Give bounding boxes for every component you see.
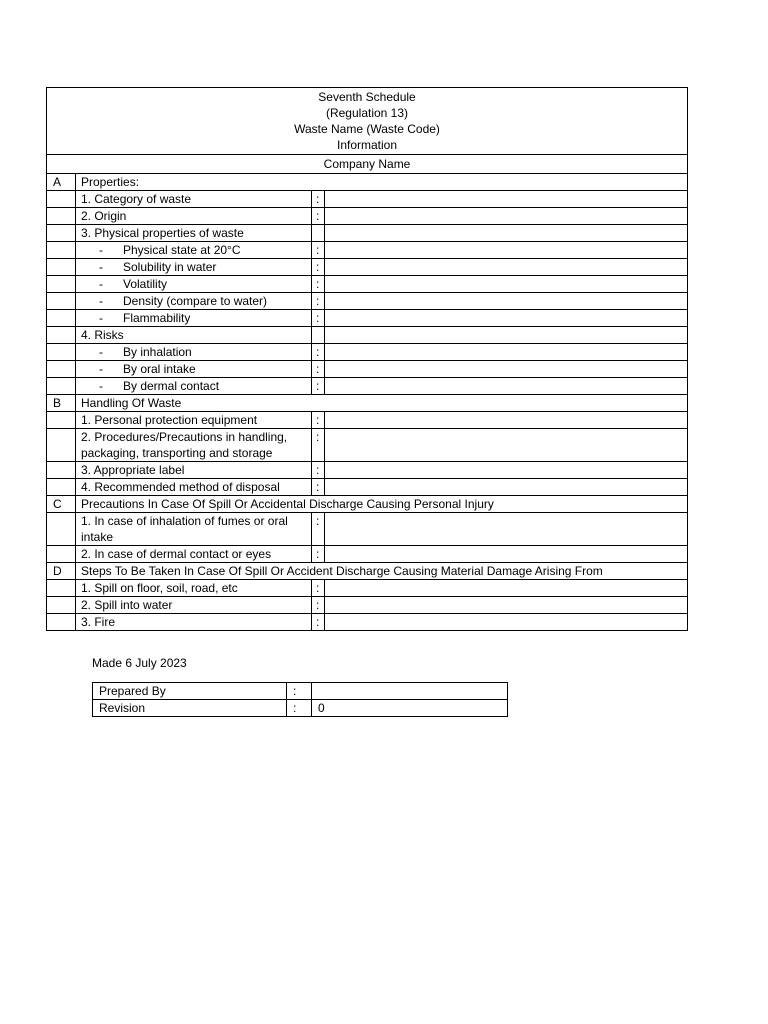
- value-cell[interactable]: [325, 429, 688, 462]
- colon: :: [312, 546, 325, 563]
- header-regulation: (Regulation 13): [325, 106, 409, 120]
- dash: -: [99, 260, 103, 274]
- row-label: Physical state at 20°C: [123, 243, 241, 257]
- row-label: 2. Procedures/Precautions in handling, packaging, transporting and storage: [76, 429, 312, 462]
- colon: :: [287, 683, 312, 700]
- company-name: Company Name: [47, 155, 688, 174]
- row-label: 4. Risks: [76, 327, 312, 344]
- section-title: Steps To Be Taken In Case Of Spill Or Accident Discharge Causing Material Damage Arising From: [76, 563, 688, 580]
- section-a-row: [47, 174, 688, 191]
- row-label: 1. In case of inhalation of fumes or oral intake: [76, 513, 312, 546]
- prepared-value[interactable]: [312, 683, 508, 700]
- value-cell[interactable]: [325, 293, 688, 310]
- section-letter: D: [47, 563, 76, 580]
- section-title: Precautions In Case Of Spill Or Accidental Discharge Causing Personal Injury: [76, 496, 688, 513]
- row-label: 2. In case of dermal contact or eyes: [76, 546, 312, 563]
- colon: :: [312, 361, 325, 378]
- header-title: Seventh Schedule: [318, 90, 416, 104]
- value-cell[interactable]: [325, 276, 688, 293]
- colon: :: [312, 293, 325, 310]
- dash: -: [99, 379, 103, 393]
- row-label: 2. Spill into water: [76, 597, 312, 614]
- colon: :: [312, 513, 325, 546]
- colon: :: [312, 208, 325, 225]
- colon: :: [312, 597, 325, 614]
- value-cell[interactable]: [325, 614, 688, 631]
- value-cell: [325, 327, 688, 344]
- section-letter: C: [47, 496, 76, 513]
- table-row: [47, 225, 688, 242]
- made-date: Made 6 July 2023: [92, 656, 187, 670]
- prepared-row: [93, 683, 508, 700]
- value-cell[interactable]: [325, 259, 688, 276]
- table-row: [47, 310, 688, 327]
- section-title: Properties:: [76, 174, 688, 191]
- dash: -: [99, 243, 103, 257]
- value-cell[interactable]: [325, 412, 688, 429]
- section-letter: A: [47, 174, 76, 191]
- value-cell[interactable]: [325, 479, 688, 496]
- colon: :: [312, 276, 325, 293]
- value-cell[interactable]: [325, 344, 688, 361]
- value-cell[interactable]: [325, 580, 688, 597]
- dash: -: [99, 345, 103, 359]
- row-label: 2. Origin: [76, 208, 312, 225]
- colon: :: [287, 700, 312, 717]
- row-label: Density (compare to water): [123, 294, 268, 308]
- table-row: [47, 513, 688, 546]
- schedule-sheet: [46, 87, 687, 631]
- table-row: [47, 242, 688, 259]
- value-cell[interactable]: [325, 310, 688, 327]
- table-row: [47, 614, 688, 631]
- table-row: [47, 462, 688, 479]
- table-row: [47, 546, 688, 563]
- prepared-label: Prepared By: [93, 683, 287, 700]
- section-c-row: [47, 496, 688, 513]
- section-letter: B: [47, 395, 76, 412]
- dash: -: [99, 362, 103, 376]
- value-cell[interactable]: [325, 546, 688, 563]
- company-row: [47, 155, 688, 174]
- colon: :: [312, 378, 325, 395]
- table-row: [47, 276, 688, 293]
- colon: :: [312, 479, 325, 496]
- row-label: Volatility: [123, 277, 168, 291]
- section-b-row: [47, 395, 688, 412]
- table-row: [47, 361, 688, 378]
- value-cell[interactable]: [325, 597, 688, 614]
- table-row: [47, 208, 688, 225]
- colon: :: [312, 242, 325, 259]
- row-label: 1. Personal protection equipment: [76, 412, 312, 429]
- colon: :: [312, 462, 325, 479]
- table-row: [47, 580, 688, 597]
- value-cell[interactable]: [325, 208, 688, 225]
- row-label: By oral intake: [123, 362, 196, 376]
- value-cell[interactable]: [325, 242, 688, 259]
- table-row: [47, 344, 688, 361]
- dash: -: [99, 277, 103, 291]
- row-label: Solubility in water: [123, 260, 217, 274]
- revision-value[interactable]: 0: [312, 700, 508, 717]
- table-row: [47, 378, 688, 395]
- schedule-header: [47, 88, 688, 155]
- table-row: [47, 259, 688, 276]
- table-row: [47, 429, 688, 462]
- value-cell[interactable]: [325, 513, 688, 546]
- header-information: Information: [336, 138, 398, 152]
- row-label: 4. Recommended method of disposal: [76, 479, 312, 496]
- revision-label: Revision: [93, 700, 287, 717]
- row-label: 3. Physical properties of waste: [76, 225, 312, 242]
- row-label: By inhalation: [123, 345, 192, 359]
- header-waste-name: Waste Name (Waste Code): [294, 122, 440, 136]
- row-label: 3. Appropriate label: [76, 462, 312, 479]
- colon: :: [312, 259, 325, 276]
- value-cell[interactable]: [325, 191, 688, 208]
- value-cell[interactable]: [325, 361, 688, 378]
- row-label: 3. Fire: [76, 614, 312, 631]
- table-row: [47, 412, 688, 429]
- table-row: [47, 327, 688, 344]
- schedule-table: [46, 87, 688, 631]
- colon: :: [312, 580, 325, 597]
- revision-row: [93, 700, 508, 717]
- table-row: [47, 191, 688, 208]
- row-label: 1. Spill on floor, soil, road, etc: [76, 580, 312, 597]
- dash: -: [99, 311, 103, 325]
- value-cell[interactable]: [325, 378, 688, 395]
- colon: :: [312, 191, 325, 208]
- colon: :: [312, 412, 325, 429]
- value-cell: [325, 225, 688, 242]
- signoff-table: [92, 682, 508, 717]
- colon: :: [312, 344, 325, 361]
- table-row: [47, 597, 688, 614]
- colon: :: [312, 429, 325, 462]
- table-row: [47, 293, 688, 310]
- value-cell[interactable]: [325, 462, 688, 479]
- table-row: [47, 479, 688, 496]
- header-row: [47, 88, 688, 155]
- row-label: 1. Category of waste: [76, 191, 312, 208]
- dash: -: [99, 294, 103, 308]
- colon: :: [312, 310, 325, 327]
- row-label: By dermal contact: [123, 379, 220, 393]
- section-title: Handling Of Waste: [76, 395, 688, 412]
- section-d-row: [47, 563, 688, 580]
- row-label: Flammability: [123, 311, 191, 325]
- colon: :: [312, 614, 325, 631]
